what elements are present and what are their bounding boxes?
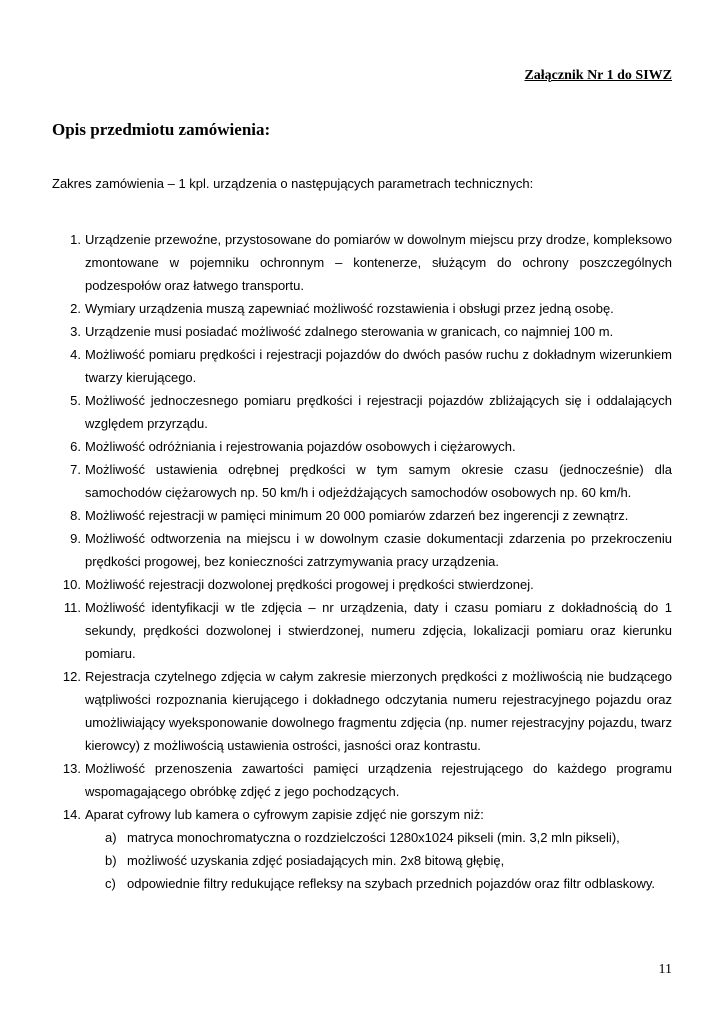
sub-list-item-text: matryca monochromatyczna o rozdzielczości 1280x1024 pikseli (min. 3,2 mln pikseli), — [127, 830, 620, 845]
list-item-text: Urządzenie musi posiadać możliwość zdalnego sterowania w granicach, co najmniej 100 m. — [85, 324, 614, 339]
sub-list-item-text: możliwość uzyskania zdjęć posiadających min. 2x8 bitową głębię, — [127, 853, 505, 868]
list-item-text: Rejestracja czytelnego zdjęcia w całym zakresie mierzonych prędkości z możliwością nie budzącego wątpliwości rozpoznania kierującego i dokładnego odczytania numeru rejestracyjnego pojazdu oraz umożliwiający wyeksponowanie dowolnego fragmentu zdjęcia (np. numer rejestracyjny pojazdu, twarz kierowcy) z możliwością ustawienia ostrości, jasności oraz kontrastu. — [85, 669, 672, 753]
list-item — [52, 343, 672, 389]
list-item-text: Możliwość pomiaru prędkości i rejestracji pojazdów do dwóch pasów ruchu z dokładnym wizerunkiem twarzy kierującego. — [85, 347, 672, 385]
list-item-number: 10. — [62, 577, 81, 592]
list-item — [52, 320, 672, 343]
list-item — [52, 458, 672, 504]
annex-heading: Załącznik Nr 1 do SIWZ — [524, 68, 672, 83]
list-item — [52, 504, 672, 527]
list-item — [52, 803, 672, 895]
list-item-text: Aparat cyfrowy lub kamera o cyfrowym zapisie zdjęć nie gorszym niż: — [85, 807, 484, 822]
list-item — [52, 389, 672, 435]
list-item-text: Możliwość ustawienia odrębnej prędkości w tym samym okresie czasu (jednocześnie) dla samochodów ciężarowych np. 50 km/h i odjeżdżających samochodów osobowych np. 60 km/h. — [85, 462, 672, 500]
list-item-text: Wymiary urządzenia muszą zapewniać możliwość rozstawienia i obsługi przez jedną osobę. — [85, 301, 614, 316]
list-item — [52, 757, 672, 803]
list-item-number: 3. — [70, 324, 81, 339]
list-item-number: 4. — [70, 347, 81, 362]
list-item — [52, 435, 672, 458]
list-item-text: Możliwość odróżniania i rejestrowania pojazdów osobowych i ciężarowych. — [85, 439, 516, 454]
list-item-number: 11. — [63, 600, 81, 615]
list-item — [52, 573, 672, 596]
list-item-number: 12. — [62, 669, 81, 684]
list-item — [52, 527, 672, 573]
list-item — [52, 297, 672, 320]
page-title: Opis przedmiotu zamówienia: — [52, 120, 271, 139]
sub-list-item-letter: b) — [105, 853, 117, 868]
list-item-text: Możliwość rejestracji dozwolonej prędkości progowej i prędkości stwierdzonej. — [85, 577, 534, 592]
list-item-number: 1. — [70, 232, 81, 247]
sub-list-item — [85, 872, 672, 895]
list-item-number: 6. — [70, 439, 81, 454]
list-item — [52, 665, 672, 757]
list-item-text: Urządzenie przewoźne, przystosowane do pomiarów w dowolnym miejscu przy drodze, kompleksowo zmontowane w pojemniku ochronnym – kontenerze, służącym do ochrony poszczególnych podzespołów oraz łatwego transportu. — [85, 232, 672, 293]
list-item-number: 5. — [70, 393, 81, 408]
list-item-number: 13. — [62, 761, 81, 776]
sub-list-item-letter: c) — [105, 876, 116, 891]
list-item — [52, 596, 672, 665]
sub-list — [85, 826, 672, 895]
sub-list-item — [85, 826, 672, 849]
sub-list-item-text: odpowiednie filtry redukujące refleksy na szybach przednich pojazdów oraz filtr odblaskowy. — [127, 876, 655, 891]
scope-paragraph: Zakres zamówienia – 1 kpl. urządzenia o następujących parametrach technicznych: — [52, 176, 534, 191]
requirements-list — [52, 228, 672, 895]
sub-list-item — [85, 849, 672, 872]
list-item-number: 9. — [70, 531, 81, 546]
list-item — [52, 228, 672, 297]
sub-list-item-letter: a) — [105, 830, 117, 845]
page-number: 11 — [658, 962, 672, 977]
list-item-text: Możliwość jednoczesnego pomiaru prędkości i rejestracji pojazdów zbliżających się i oddalających względem przyrządu. — [85, 393, 672, 431]
list-item-text: Możliwość rejestracji w pamięci minimum 20 000 pomiarów zdarzeń bez ingerencji z zewnątrz. — [85, 508, 629, 523]
list-item-number: 7. — [70, 462, 81, 477]
list-item-number: 14. — [62, 807, 81, 822]
list-item-text: Możliwość odtworzenia na miejscu i w dowolnym czasie dokumentacji zdarzenia po przekroczeniu prędkości progowej, bez konieczności zatrzymywania pracy urządzenia. — [85, 531, 672, 569]
list-item-number: 2. — [70, 301, 81, 316]
list-item-text: Możliwość identyfikacji w tle zdjęcia – nr urządzenia, daty i czasu pomiaru z dokładnością do 1 sekundy, prędkości dozwolonej i stwierdzonej, numeru zdjęcia, lokalizacji pomiaru oraz kierunku pomiaru. — [85, 600, 672, 661]
list-item-text: Możliwość przenoszenia zawartości pamięci urządzenia rejestrującego do każdego programu wspomagającego obróbkę zdjęć z jego pochodzących. — [85, 761, 672, 799]
list-item-number: 8. — [70, 508, 81, 523]
